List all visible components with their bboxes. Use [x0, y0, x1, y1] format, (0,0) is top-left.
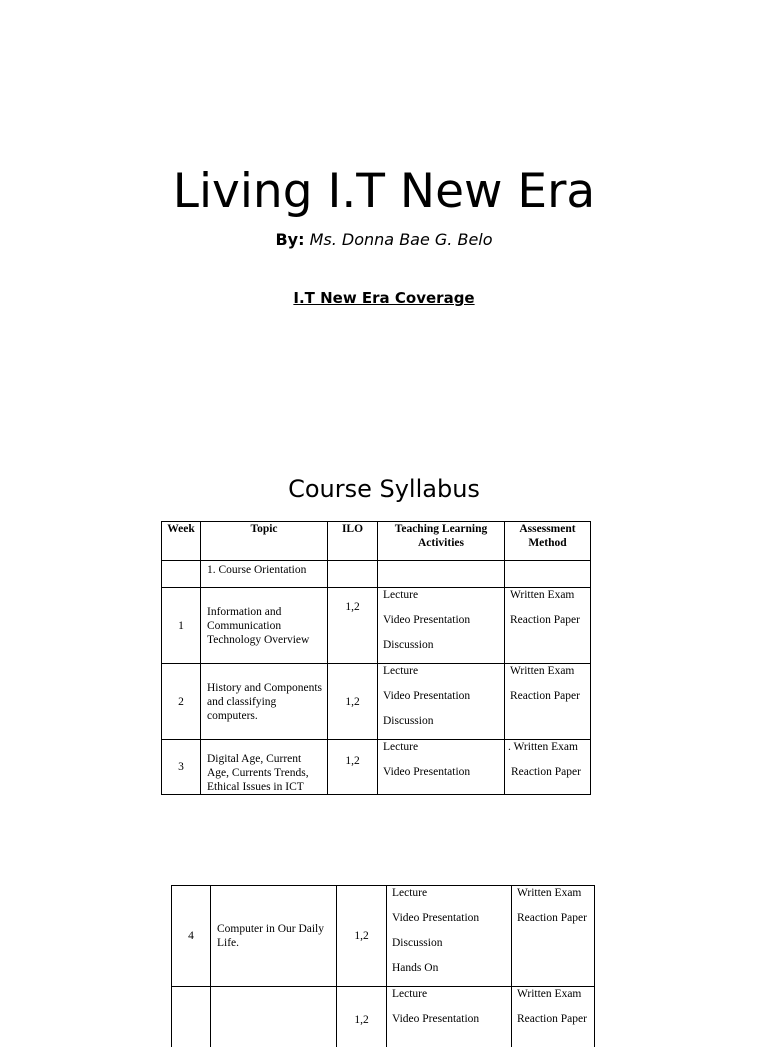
author-name: Ms. Donna Bae G. Belo: [309, 230, 493, 249]
orientation-ilo-cell: [328, 561, 378, 588]
topic-text: Information and Communication Technology Overview: [201, 588, 328, 664]
table-row: [172, 886, 595, 987]
assessment-item: Reaction Paper: [511, 766, 581, 778]
ilo-value: 1,2: [328, 588, 378, 664]
assessment-item: Reaction Paper: [510, 614, 580, 626]
topic-text: Digital Age, Current Age, Currents Trends, Ethical Issues in ICT: [201, 740, 328, 795]
activity-item: Lecture: [392, 988, 428, 1000]
assessment-item: Reaction Paper: [517, 1013, 587, 1025]
header-assessment: Assessment Method: [505, 522, 591, 561]
orientation-activities-cell: [378, 561, 505, 588]
orientation-week-cell: [162, 561, 201, 588]
coverage-heading: I.T New Era Coverage: [293, 289, 475, 307]
syllabus-table: [161, 521, 591, 795]
header-ilo: ILO: [328, 522, 378, 561]
activities-cell: [387, 987, 512, 1047]
activity-item: Discussion: [383, 715, 434, 727]
document-title: Living I.T New Era: [172, 164, 596, 219]
assessment-item: Written Exam: [510, 665, 575, 677]
assessment-cell: [505, 664, 591, 740]
activity-item: Lecture: [383, 741, 419, 753]
header-topic: Topic: [201, 522, 328, 561]
ilo-value: 1,2: [337, 886, 387, 987]
ilo-value: 1,2: [328, 740, 378, 795]
header-activities: Teaching Learning Activities: [378, 522, 505, 561]
assessment-cell: [512, 987, 595, 1047]
assessment-item: Reaction Paper: [517, 912, 587, 924]
assessment-cell: [505, 740, 591, 795]
activity-item: Hands On: [392, 962, 439, 974]
byline: [0, 229, 768, 251]
activity-item: Video Presentation: [383, 766, 471, 778]
table-row: [162, 588, 591, 664]
activities-cell: [387, 886, 512, 987]
activities-cell: [378, 664, 505, 740]
syllabus-table-continued: [171, 885, 595, 1047]
activities-cell: [378, 588, 505, 664]
table-header-row: [162, 522, 591, 561]
activity-item: Video Presentation: [383, 614, 471, 626]
assessment-item: Written Exam: [510, 589, 575, 601]
activities-cell: [378, 740, 505, 795]
ilo-value: 1,2: [328, 664, 378, 740]
week-number: 3: [162, 740, 201, 795]
orientation-topic: 1. Course Orientation: [201, 561, 328, 588]
activity-item: Video Presentation: [383, 690, 471, 702]
orientation-assessment-cell: [505, 561, 591, 588]
assessment-cell: [505, 588, 591, 664]
activity-item: Lecture: [383, 589, 419, 601]
week-number: 2: [162, 664, 201, 740]
week-number: 4: [172, 886, 211, 987]
activity-item: Video Presentation: [392, 912, 480, 924]
table-row: [172, 987, 595, 1047]
topic-text: Computer in Our Daily Life.: [211, 886, 337, 987]
activity-item: Discussion: [383, 639, 434, 651]
ilo-value: 1,2: [337, 987, 387, 1047]
assessment-item: Written Exam: [517, 887, 582, 899]
assessment-item: Reaction Paper: [510, 690, 580, 702]
activity-item: Video Presentation: [392, 1013, 480, 1025]
table-row: [162, 740, 591, 795]
week-number: 1: [162, 588, 201, 664]
activity-item: Lecture: [392, 887, 428, 899]
activity-item: Lecture: [383, 665, 419, 677]
byline-label: By:: [275, 230, 305, 249]
topic-text: [211, 987, 337, 1047]
assessment-item: Written Exam: [517, 988, 582, 1000]
assessment-cell: [512, 886, 595, 987]
syllabus-heading: Course Syllabus: [288, 475, 480, 503]
header-week: Week: [162, 522, 201, 561]
topic-text: History and Components and classifying computers.: [201, 664, 328, 740]
assessment-item: . Written Exam: [508, 741, 578, 753]
week-number: [172, 987, 211, 1047]
table-row: [162, 664, 591, 740]
table-row: [162, 561, 591, 588]
activity-item: Discussion: [392, 937, 443, 949]
